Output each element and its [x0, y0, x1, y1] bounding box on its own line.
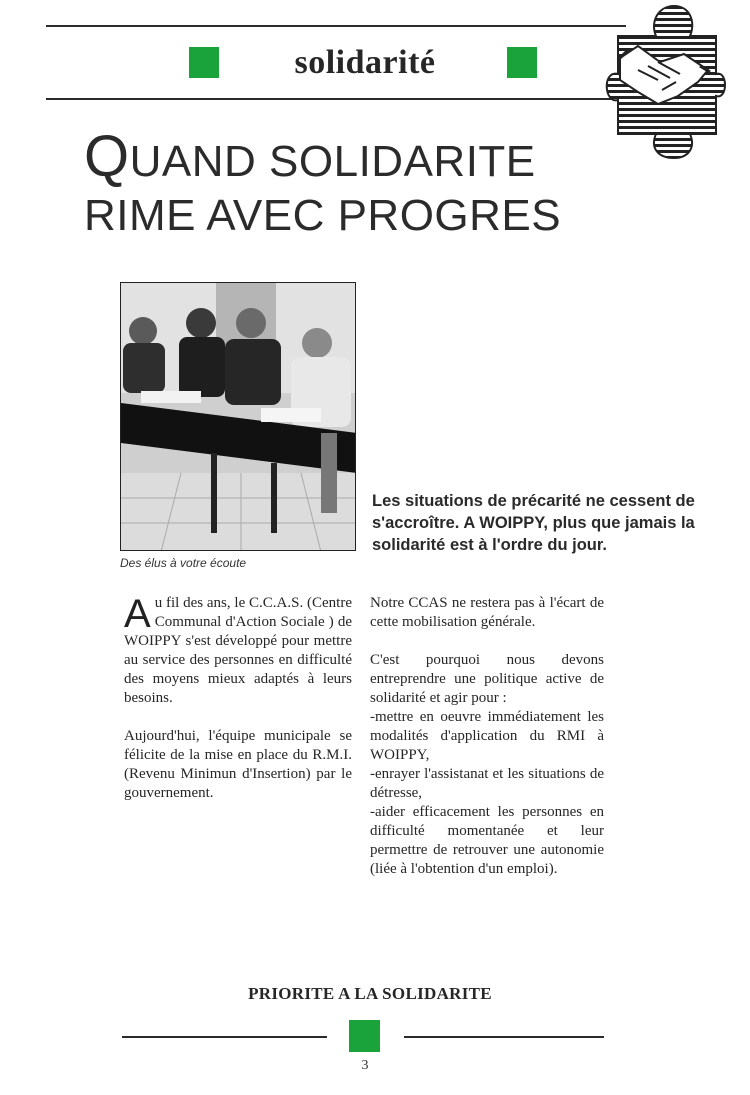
- footer-right-rule: [404, 1036, 604, 1038]
- left-column: [124, 594, 352, 822]
- header-top-rule: [46, 25, 626, 27]
- photo-illustration: [121, 283, 356, 551]
- section-right-square: [507, 47, 537, 78]
- left-paragraph-1-text: u fil des ans, le C.C.A.S. (Centre Communal d'Action Sociale ) de WOIPPY s'est développé pour mettre au service des personnes en difficulté des moyens mieux adaptés à leurs besoins.: [124, 595, 352, 706]
- footer-title: PRIORITE A LA SOLIDARITE: [248, 984, 492, 1003]
- footer-left-rule: [122, 1036, 327, 1038]
- dropcap-letter: A: [124, 592, 151, 636]
- section-left-square: [189, 47, 219, 78]
- headline-first-letter: Q: [84, 124, 130, 189]
- left-paragraph-2: Aujourd'hui, l'équipe municipale se félicite de la mise en place du R.M.I. (Revenu Minimun d'Insertion) par le gouvernement.: [124, 728, 352, 801]
- lead-paragraph: Les situations de précarité ne cessent de s'accroître. A WOIPPY, plus que jamais la solidarité est à l'ordre du jour.: [372, 492, 695, 554]
- section-title: solidarité: [294, 44, 436, 81]
- footer-square: [349, 1020, 380, 1052]
- headline: [84, 124, 644, 243]
- council-photo: [120, 282, 356, 551]
- left-paragraph-1: [124, 594, 352, 708]
- right-column: [370, 594, 604, 898]
- page-number: 3: [361, 1058, 369, 1073]
- headline-line1: UAND SOLIDARITE: [129, 137, 536, 186]
- photo-caption: Des élus à votre écoute: [120, 556, 247, 570]
- headline-line2: RIME AVEC PROGRES: [84, 191, 562, 240]
- header-bottom-rule: [46, 98, 626, 100]
- right-paragraph-2: C'est pourquoi nous devons entreprendre une politique active de solidarité et agir pour : -mettre en oeuvre immédiatement les modalités d'application du RMI à WOIPPY, -enrayer l'assistanat et les situations de détresse, -aider efficacement les personnes en difficulté momentanée et leur permettre de retrouver une autonomie (liée à l'obtention d'un emploi).: [370, 652, 604, 877]
- right-paragraph-1: Notre CCAS ne restera pas à l'écart de cette mobilisation générale.: [370, 595, 604, 630]
